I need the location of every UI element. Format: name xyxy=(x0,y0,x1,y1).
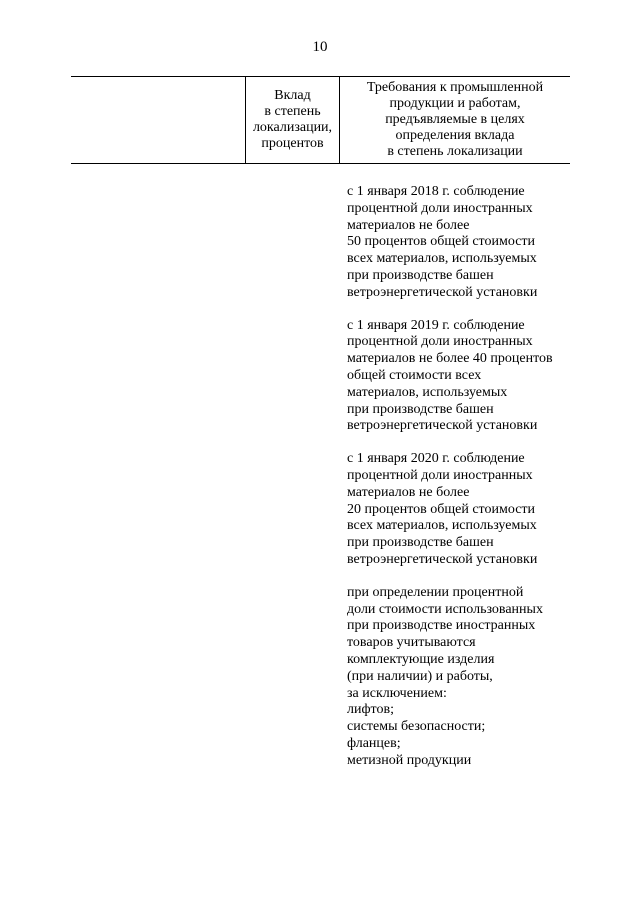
header-requirements-line: определения вклада xyxy=(395,128,515,143)
header-contribution-line: локализации, xyxy=(252,120,333,135)
text-line: материалов не более 40 процентов xyxy=(347,351,553,367)
text-line: всех материалов, используемых xyxy=(347,251,537,267)
text-line: за исключением: xyxy=(347,685,447,701)
text-line: ветроэнергетической установки xyxy=(347,551,538,567)
text-line: ветроэнергетической установки xyxy=(347,284,538,300)
text-line: ветроэнергетической установки xyxy=(347,418,538,434)
header-requirements-line: в степень локализации xyxy=(387,144,523,159)
text-line: при производстве башен xyxy=(347,401,494,417)
text-line: фланцев; xyxy=(347,735,401,751)
header-contribution-line: в степень xyxy=(264,104,321,119)
header-requirements-line: Требования к промышленной xyxy=(366,80,544,95)
text-line: комплектующие изделия xyxy=(347,651,495,667)
header-requirements-line: продукции и работам, xyxy=(389,96,521,111)
text-line: доли стоимости использованных xyxy=(347,601,543,617)
text-line: лифтов; xyxy=(347,702,394,718)
text-line: товаров учитываются xyxy=(347,635,476,651)
text-line: материалов не более xyxy=(347,484,470,500)
table-header xyxy=(71,76,570,164)
text-line: метизной продукции xyxy=(347,752,472,768)
text-line: при определении процентной xyxy=(347,584,524,600)
page-number: 10 xyxy=(312,39,328,55)
text-line: всех материалов, используемых xyxy=(347,518,537,534)
requirement-2018 xyxy=(347,184,577,302)
text-line: материалов, используемых xyxy=(347,384,508,400)
text-line: при производстве башен xyxy=(347,267,494,283)
text-line: процентной доли иностранных xyxy=(347,200,533,216)
requirement-exceptions xyxy=(347,585,577,770)
text-line: (при наличии) и работы, xyxy=(347,668,493,684)
requirements-column xyxy=(347,184,577,786)
text-line: при производстве иностранных xyxy=(347,618,536,634)
header-requirements-line: предъявляемые в целях xyxy=(385,112,525,127)
text-line: общей стоимости всех xyxy=(347,367,482,383)
requirement-2020 xyxy=(347,451,577,569)
text-line: с 1 января 2018 г. соблюдение xyxy=(347,184,525,199)
requirement-2019 xyxy=(347,318,577,436)
text-line: при производстве башен xyxy=(347,535,494,551)
text-line: процентной доли иностранных xyxy=(347,334,533,350)
text-line: материалов не более xyxy=(347,217,470,233)
header-contribution xyxy=(246,88,339,152)
text-line: 20 процентов общей стоимости xyxy=(347,501,536,517)
text-line: с 1 января 2020 г. соблюдение xyxy=(347,451,525,467)
text-line: 50 процентов общей стоимости xyxy=(347,234,536,250)
header-requirements xyxy=(340,80,570,160)
text-line: процентной доли иностранных xyxy=(347,467,533,483)
header-contribution-line: процентов xyxy=(261,136,324,151)
header-contribution-line: Вклад xyxy=(274,88,311,103)
text-line: системы безопасности; xyxy=(347,719,486,735)
text-line: с 1 января 2019 г. соблюдение xyxy=(347,317,525,333)
